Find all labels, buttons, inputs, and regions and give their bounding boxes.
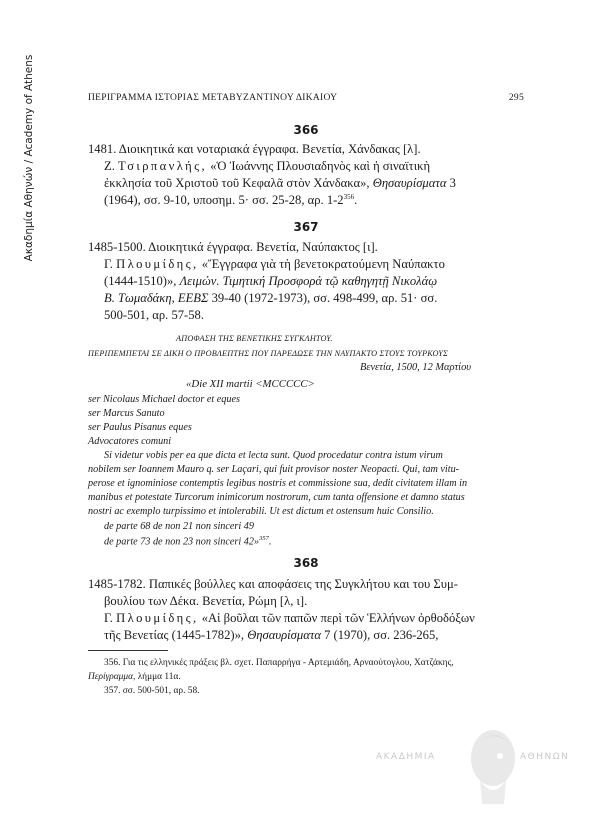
footnote-356-cont: Περίγραμμα, λήμμα 11α. <box>88 672 181 682</box>
entry-number-368: 368 <box>293 556 319 570</box>
author-name: Τσιρπανλής, <box>118 159 208 173</box>
document-vote-2: de parte 73 de non 23 non sinceri 42»$^{357}$. <box>104 535 272 548</box>
footnote-ref-356: 356 <box>343 193 355 201</box>
document-body-line-1: Si videtur vobis per ea que dicta et lecta sunt. Quod procedatur contra istum virum <box>104 450 443 461</box>
entry-367-line-3: (1444-1510)», Λειμών. Τιμητική Προσφορά τῷ καθηγητῇ Νικολάῳ <box>104 274 438 288</box>
document-body-line-2: nobilem ser Ioannem Mauro q. ser Laçari, qui fuit provisor noster Neopacti. Qui, tam vitu- <box>88 464 460 475</box>
journal-title: Θησαυρίσματα <box>372 176 447 190</box>
entry-number-366: 366 <box>293 123 319 137</box>
document-name-2: ser Marcus Sanuto <box>88 408 165 419</box>
side-watermark <box>22 40 36 275</box>
logo-text-right: ΑΘΗΝΩΝ <box>520 752 570 762</box>
author-name: Πλουμίδης, <box>116 611 199 625</box>
page-number: 295 <box>508 93 524 103</box>
logo-text-left: ΑΚΑΔΗΜΙΑ <box>376 752 436 762</box>
footnote-356: 356. Για τις ελληνικές πράξεις βλ. σχετ. Παπαρρήγα - Αρτεμιάδη, Αρναούτογλου, Χατζάκης, <box>104 658 454 668</box>
document-place-date: Βενετία, 1500, 12 Μαρτίου <box>360 362 472 373</box>
entry-367-line-5: 500-501, αρ. 57-58. <box>104 308 204 322</box>
footnote-rule <box>88 650 168 651</box>
entry-number-367: 367 <box>293 220 319 234</box>
academy-athena-logo-icon <box>460 720 526 806</box>
entry-366-line-4: (1964), σσ. 9-10, υποσημ. 5· σσ. 25-28, αρ. $1-2^{356}$. <box>104 193 358 208</box>
entry-367-line-4: Β. Τωμαδάκη, ΕΕΒΣ 39-40 (1972-1973), σσ. 498-499, αρ. 51· σσ. <box>104 291 438 305</box>
entry-367-line-2: Γ. Πλουμίδης, «Ἔγγραφα γιὰ τὴ βενετοκρατούμενη Ναύπακτο <box>104 257 445 271</box>
entry-368-line-4: τῆς Βενετίας (1445-1782)», Θησαυρίσματα 7 (1970), σσ. 236-265, <box>104 628 439 642</box>
document-dateline: «Die XII martii <MCCCCC> <box>186 378 315 390</box>
running-head <box>88 93 524 103</box>
author-name: Πλουμίδης, <box>116 257 199 271</box>
document-vote-1: de parte 68 de non 21 non sinceri 49 <box>104 521 254 532</box>
footnote-ref-357: 357 <box>259 535 269 542</box>
entry-366-line-2: Ζ. Τσιρπανλής, «Ὁ Ἰωάννης Πλουσιαδηνὸς καὶ ἡ σιναϊτικὴ <box>104 159 431 173</box>
entry-366-line-3: ἐκκλησία τοῦ Χριστοῦ τοῦ Κεφαλᾶ στὸν Χάνδακα», Θησαυρίσματα 3 <box>104 176 456 190</box>
document-body-line-5: nostri ac exemplo turpissimo et intolerabili. Ut est dictum et ostensum huic Consilio. <box>88 506 434 517</box>
document-body-line-4: manibus et potestate Turcorum inimicorum nostrorum, cum tanta offensione et damno status <box>88 492 465 503</box>
document-name-4: Advocatores comuni <box>88 436 172 447</box>
entry-366-line-1: 1481. Διοικητικά και νοταριακά έγγραφα. Βενετία, Χάνδακας [λ]. <box>88 142 421 156</box>
document-name-3: ser Paulus Pisanus eques <box>88 422 192 433</box>
document-body-line-3: perose et ignominiose contemptis legibus nostris et commissione sua, dedit civitatem illam in <box>88 478 468 489</box>
running-head-title: ΠΕΡΙΓΡΑΜΜΑ ΙΣΤΟΡΙΑΣ ΜΕΤΑΒΥΖΑΝΤΙΝΟΥ ΔΙΚΑΙΟΥ <box>88 93 338 103</box>
document-heading-2: ΠΕΡΙΠΕΜΠΕΤΑΙ ΣΕ ΔΙΚΗ Ο ΠΡΟΒΛΕΠΤΗΣ ΠΟΥ ΠΑΡΕΔΩΣΕ ΤΗΝ ΝΑΥΠΑΚΤΟ ΣΤΟΥΣ ΤΟΥΡΚΟΥΣ <box>88 349 449 358</box>
footnote-357: 357. σσ. 500-501, αρ. 58. <box>104 686 200 696</box>
entry-368-line-3: Γ. Πλουμίδης, «Αἱ βοῦλαι τῶν παπῶν περὶ τῶν Ἑλλήνων ὀρθοδόξων <box>104 611 475 625</box>
document-heading-1: ΑΠΟΦΑΣΗ ΤΗΣ ΒΕΝΕΤΙΚΗΣ ΣΥΓΚΛΗΤΟΥ. <box>176 334 333 343</box>
document-name-1: ser Nicolaus Michael doctor et eques <box>88 394 240 405</box>
entry-367-line-1: 1485-1500. Διοικητικά έγγραφα. Βενετία, Ναύπακτος [ι]. <box>88 240 378 254</box>
side-watermark-text: Ακαδημία Αθηνών / Academy of Athens <box>23 54 35 261</box>
entry-368-line-2: βουλίου των Δέκα. Βενετία, Ρώμη [λ, ι]. <box>104 594 308 608</box>
entry-368-line-1: 1485-1782. Παπικές βούλλες και αποφάσεις της Συγκλήτου και του Συμ- <box>88 577 458 591</box>
